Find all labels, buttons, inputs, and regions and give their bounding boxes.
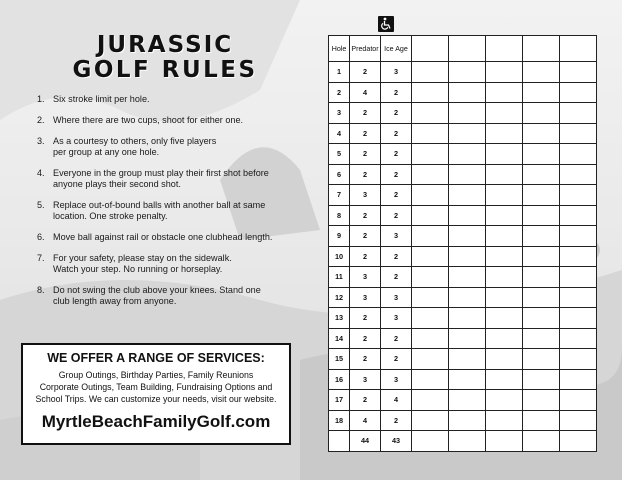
ice-age-par-cell: 3 [381, 62, 412, 83]
player-score-cell[interactable] [449, 431, 486, 452]
player-score-cell[interactable] [449, 144, 486, 165]
rule-item [28, 115, 318, 126]
player-score-cell[interactable] [412, 123, 449, 144]
scorecard-row [329, 144, 597, 165]
player-score-cell[interactable] [486, 308, 523, 329]
player-score-cell[interactable] [486, 185, 523, 206]
title-line-2: GOLF RULES [72, 57, 258, 83]
predator-par-cell: 2 [350, 62, 381, 83]
predator-par-cell: 4 [350, 410, 381, 431]
player-score-cell[interactable] [486, 267, 523, 288]
scorecard-body [329, 62, 597, 452]
hole-number-cell: 14 [329, 328, 350, 349]
player-score-cell[interactable] [523, 308, 560, 329]
predator-par-cell: 3 [350, 267, 381, 288]
hole-number-cell: 7 [329, 185, 350, 206]
player-column-header[interactable] [523, 36, 560, 62]
player-score-cell[interactable] [523, 62, 560, 83]
scorecard-row [329, 287, 597, 308]
player-score-cell[interactable] [523, 369, 560, 390]
predator-par-cell: 2 [350, 349, 381, 370]
player-score-cell[interactable] [560, 144, 597, 165]
predator-par-cell: 2 [350, 226, 381, 247]
player-score-cell[interactable] [449, 123, 486, 144]
player-score-cell[interactable] [486, 287, 523, 308]
player-score-cell[interactable] [523, 82, 560, 103]
player-score-cell[interactable] [560, 369, 597, 390]
rule-text: Six stroke limit per hole. [53, 94, 150, 104]
player-score-cell[interactable] [560, 103, 597, 124]
player-score-cell[interactable] [523, 123, 560, 144]
player-score-cell[interactable] [412, 308, 449, 329]
player-score-cell[interactable] [412, 390, 449, 411]
player-score-cell[interactable] [412, 164, 449, 185]
scorecard-row [329, 164, 597, 185]
services-line-2: Corporate Outings, Team Building, Fundraising Options and [39, 382, 273, 392]
scorecard-row [329, 205, 597, 226]
player-score-cell[interactable] [449, 62, 486, 83]
player-score-cell[interactable] [560, 267, 597, 288]
player-score-cell[interactable] [486, 349, 523, 370]
player-score-cell[interactable] [486, 431, 523, 452]
predator-par-cell: 2 [350, 103, 381, 124]
player-score-cell[interactable] [449, 287, 486, 308]
hole-number-cell: 2 [329, 82, 350, 103]
player-score-cell[interactable] [560, 226, 597, 247]
player-score-cell[interactable] [449, 349, 486, 370]
player-score-cell[interactable] [560, 164, 597, 185]
rule-number: 6. [37, 232, 45, 242]
scorecard-row [329, 123, 597, 144]
services-line-1: Group Outings, Birthday Parties, Family Reunions [58, 370, 254, 380]
predator-par-cell: 2 [350, 390, 381, 411]
player-score-cell[interactable] [449, 205, 486, 226]
player-score-cell[interactable] [449, 185, 486, 206]
player-score-cell[interactable] [449, 308, 486, 329]
wheelchair-accessible-icon [378, 16, 394, 32]
hole-number-cell: 5 [329, 144, 350, 165]
player-score-cell[interactable] [449, 246, 486, 267]
hole-number-cell: 11 [329, 267, 350, 288]
player-score-cell[interactable] [412, 103, 449, 124]
player-score-cell[interactable] [560, 410, 597, 431]
player-score-cell[interactable] [486, 410, 523, 431]
scorecard-row [329, 246, 597, 267]
player-score-cell[interactable] [412, 246, 449, 267]
scorecard-table [328, 35, 597, 452]
services-body [23, 369, 289, 405]
player-score-cell[interactable] [523, 390, 560, 411]
hole-number-cell: 6 [329, 164, 350, 185]
ice-age-par-cell: 2 [381, 123, 412, 144]
player-column-header[interactable] [412, 36, 449, 62]
predator-par-cell: 4 [350, 82, 381, 103]
player-score-cell[interactable] [449, 267, 486, 288]
player-score-cell[interactable] [412, 369, 449, 390]
scorecard-row [329, 369, 597, 390]
player-score-cell[interactable] [412, 349, 449, 370]
player-score-cell[interactable] [449, 226, 486, 247]
player-score-cell[interactable] [412, 82, 449, 103]
scorecard-row [329, 267, 597, 288]
hole-number-cell: 10 [329, 246, 350, 267]
title-line-1: JURASSIC [96, 32, 234, 58]
scorecard-row [329, 308, 597, 329]
player-score-cell[interactable] [560, 82, 597, 103]
player-score-cell[interactable] [523, 267, 560, 288]
rule-item [28, 94, 318, 105]
ice-age-par-cell: 4 [381, 390, 412, 411]
ice-age-par-cell: 3 [381, 308, 412, 329]
predator-par-cell: 3 [350, 287, 381, 308]
scorecard-row [329, 103, 597, 124]
ice-age-par-cell: 2 [381, 144, 412, 165]
player-score-cell[interactable] [560, 62, 597, 83]
header-predator: Predator [350, 36, 381, 62]
predator-par-cell: 2 [350, 328, 381, 349]
ice-age-par-cell: 2 [381, 246, 412, 267]
rule-number: 7. [37, 253, 45, 263]
rule-text: Everyone in the group must play their first shot before anyone plays their second shot. [53, 168, 269, 189]
scorecard-row [329, 62, 597, 83]
hole-number-cell: 15 [329, 349, 350, 370]
player-score-cell[interactable] [523, 205, 560, 226]
player-score-cell[interactable] [560, 349, 597, 370]
player-score-cell[interactable] [560, 390, 597, 411]
scorecard-row [329, 328, 597, 349]
player-score-cell[interactable] [523, 328, 560, 349]
rule-item [28, 232, 318, 243]
player-score-cell[interactable] [486, 226, 523, 247]
player-score-cell[interactable] [412, 267, 449, 288]
player-column-header[interactable] [560, 36, 597, 62]
player-score-cell[interactable] [449, 410, 486, 431]
rule-number: 8. [37, 285, 45, 295]
player-score-cell[interactable] [560, 185, 597, 206]
hole-number-cell: 9 [329, 226, 350, 247]
ice-age-par-cell: 3 [381, 226, 412, 247]
ice-age-par-cell: 3 [381, 287, 412, 308]
scorecard-header-row [329, 36, 597, 62]
ice-age-par-cell: 2 [381, 267, 412, 288]
ice-age-par-cell: 2 [381, 185, 412, 206]
rule-number: 2. [37, 115, 45, 125]
header-ice-age: Ice Age [381, 36, 412, 62]
ice-age-par-cell: 2 [381, 103, 412, 124]
hole-number-cell [329, 431, 350, 452]
predator-par-cell: 44 [350, 431, 381, 452]
rule-item [28, 253, 318, 275]
player-score-cell[interactable] [523, 226, 560, 247]
player-score-cell[interactable] [486, 82, 523, 103]
player-score-cell[interactable] [486, 369, 523, 390]
hole-number-cell: 4 [329, 123, 350, 144]
player-score-cell[interactable] [523, 287, 560, 308]
player-score-cell[interactable] [449, 103, 486, 124]
player-score-cell[interactable] [486, 62, 523, 83]
services-box [21, 343, 291, 445]
services-line-3: School Trips. We can customize your needs, visit our website. [35, 394, 277, 404]
scorecard-row [329, 226, 597, 247]
ice-age-par-cell: 2 [381, 205, 412, 226]
player-score-cell[interactable] [412, 226, 449, 247]
player-score-cell[interactable] [486, 103, 523, 124]
rule-item [28, 168, 318, 190]
rule-number: 3. [37, 136, 45, 146]
player-score-cell[interactable] [523, 410, 560, 431]
ice-age-par-cell: 2 [381, 410, 412, 431]
scorecard-row [329, 390, 597, 411]
player-score-cell[interactable] [449, 82, 486, 103]
predator-par-cell: 2 [350, 246, 381, 267]
predator-par-cell: 2 [350, 123, 381, 144]
player-score-cell[interactable] [560, 328, 597, 349]
services-heading: WE OFFER A RANGE OF SERVICES: [47, 351, 265, 365]
hole-number-cell: 17 [329, 390, 350, 411]
rule-text: Move ball against rail or obstacle one clubhead length. [53, 232, 273, 242]
player-score-cell[interactable] [523, 164, 560, 185]
predator-par-cell: 3 [350, 369, 381, 390]
ice-age-par-cell: 2 [381, 82, 412, 103]
rule-number: 1. [37, 94, 45, 104]
rule-text: Where there are two cups, shoot for either one. [53, 115, 244, 125]
header-hole: Hole [329, 36, 350, 62]
player-score-cell[interactable] [486, 205, 523, 226]
player-score-cell[interactable] [560, 123, 597, 144]
rule-item [28, 136, 318, 158]
player-score-cell[interactable] [412, 205, 449, 226]
rule-text: As a courtesy to others, only five players per group at any one hole. [53, 136, 217, 157]
player-score-cell[interactable] [523, 431, 560, 452]
player-score-cell[interactable] [523, 103, 560, 124]
predator-par-cell: 2 [350, 164, 381, 185]
player-score-cell[interactable] [486, 144, 523, 165]
player-score-cell[interactable] [523, 246, 560, 267]
player-score-cell[interactable] [486, 390, 523, 411]
ice-age-par-cell: 2 [381, 328, 412, 349]
rule-number: 4. [37, 168, 45, 178]
player-score-cell[interactable] [449, 328, 486, 349]
player-score-cell[interactable] [486, 328, 523, 349]
player-score-cell[interactable] [523, 349, 560, 370]
player-score-cell[interactable] [412, 431, 449, 452]
ice-age-par-cell: 43 [381, 431, 412, 452]
player-score-cell[interactable] [412, 62, 449, 83]
rule-item [28, 285, 318, 307]
predator-par-cell: 3 [350, 185, 381, 206]
ice-age-par-cell: 2 [381, 164, 412, 185]
hole-number-cell: 8 [329, 205, 350, 226]
hole-number-cell: 16 [329, 369, 350, 390]
ice-age-par-cell: 3 [381, 369, 412, 390]
player-score-cell[interactable] [449, 369, 486, 390]
page-title [70, 33, 260, 83]
scorecard-row [329, 410, 597, 431]
player-score-cell[interactable] [560, 205, 597, 226]
rule-number: 5. [37, 200, 45, 210]
rules-list [28, 94, 318, 317]
hole-number-cell: 18 [329, 410, 350, 431]
player-score-cell[interactable] [486, 123, 523, 144]
predator-par-cell: 2 [350, 144, 381, 165]
player-score-cell[interactable] [523, 144, 560, 165]
predator-par-cell: 2 [350, 308, 381, 329]
hole-number-cell: 3 [329, 103, 350, 124]
hole-number-cell: 13 [329, 308, 350, 329]
player-score-cell[interactable] [412, 185, 449, 206]
scorecard-row [329, 82, 597, 103]
player-column-header[interactable] [486, 36, 523, 62]
rule-text: Do not swing the club above your knees. Stand one club length away from anyone. [53, 285, 261, 306]
rule-item [28, 200, 318, 222]
player-score-cell[interactable] [560, 308, 597, 329]
rule-text: For your safety, please stay on the sidewalk. Watch your step. No running or horseplay. [53, 253, 232, 274]
player-score-cell[interactable] [486, 164, 523, 185]
player-score-cell[interactable] [486, 246, 523, 267]
player-score-cell[interactable] [412, 287, 449, 308]
player-score-cell[interactable] [449, 390, 486, 411]
website-url: MyrtleBeachFamilyGolf.com [41, 412, 271, 431]
rule-text: Replace out-of-bound balls with another ball at same location. One stroke penalty. [53, 200, 266, 221]
player-score-cell[interactable] [412, 144, 449, 165]
player-score-cell[interactable] [560, 246, 597, 267]
scorecard-row [329, 349, 597, 370]
hole-number-cell: 12 [329, 287, 350, 308]
scorecard-total-row [329, 431, 597, 452]
player-score-cell[interactable] [412, 328, 449, 349]
player-score-cell[interactable] [523, 185, 560, 206]
player-score-cell[interactable] [412, 410, 449, 431]
player-score-cell[interactable] [449, 164, 486, 185]
player-column-header[interactable] [449, 36, 486, 62]
hole-number-cell: 1 [329, 62, 350, 83]
player-score-cell[interactable] [560, 431, 597, 452]
scorecard-row [329, 185, 597, 206]
predator-par-cell: 2 [350, 205, 381, 226]
ice-age-par-cell: 2 [381, 349, 412, 370]
player-score-cell[interactable] [560, 287, 597, 308]
